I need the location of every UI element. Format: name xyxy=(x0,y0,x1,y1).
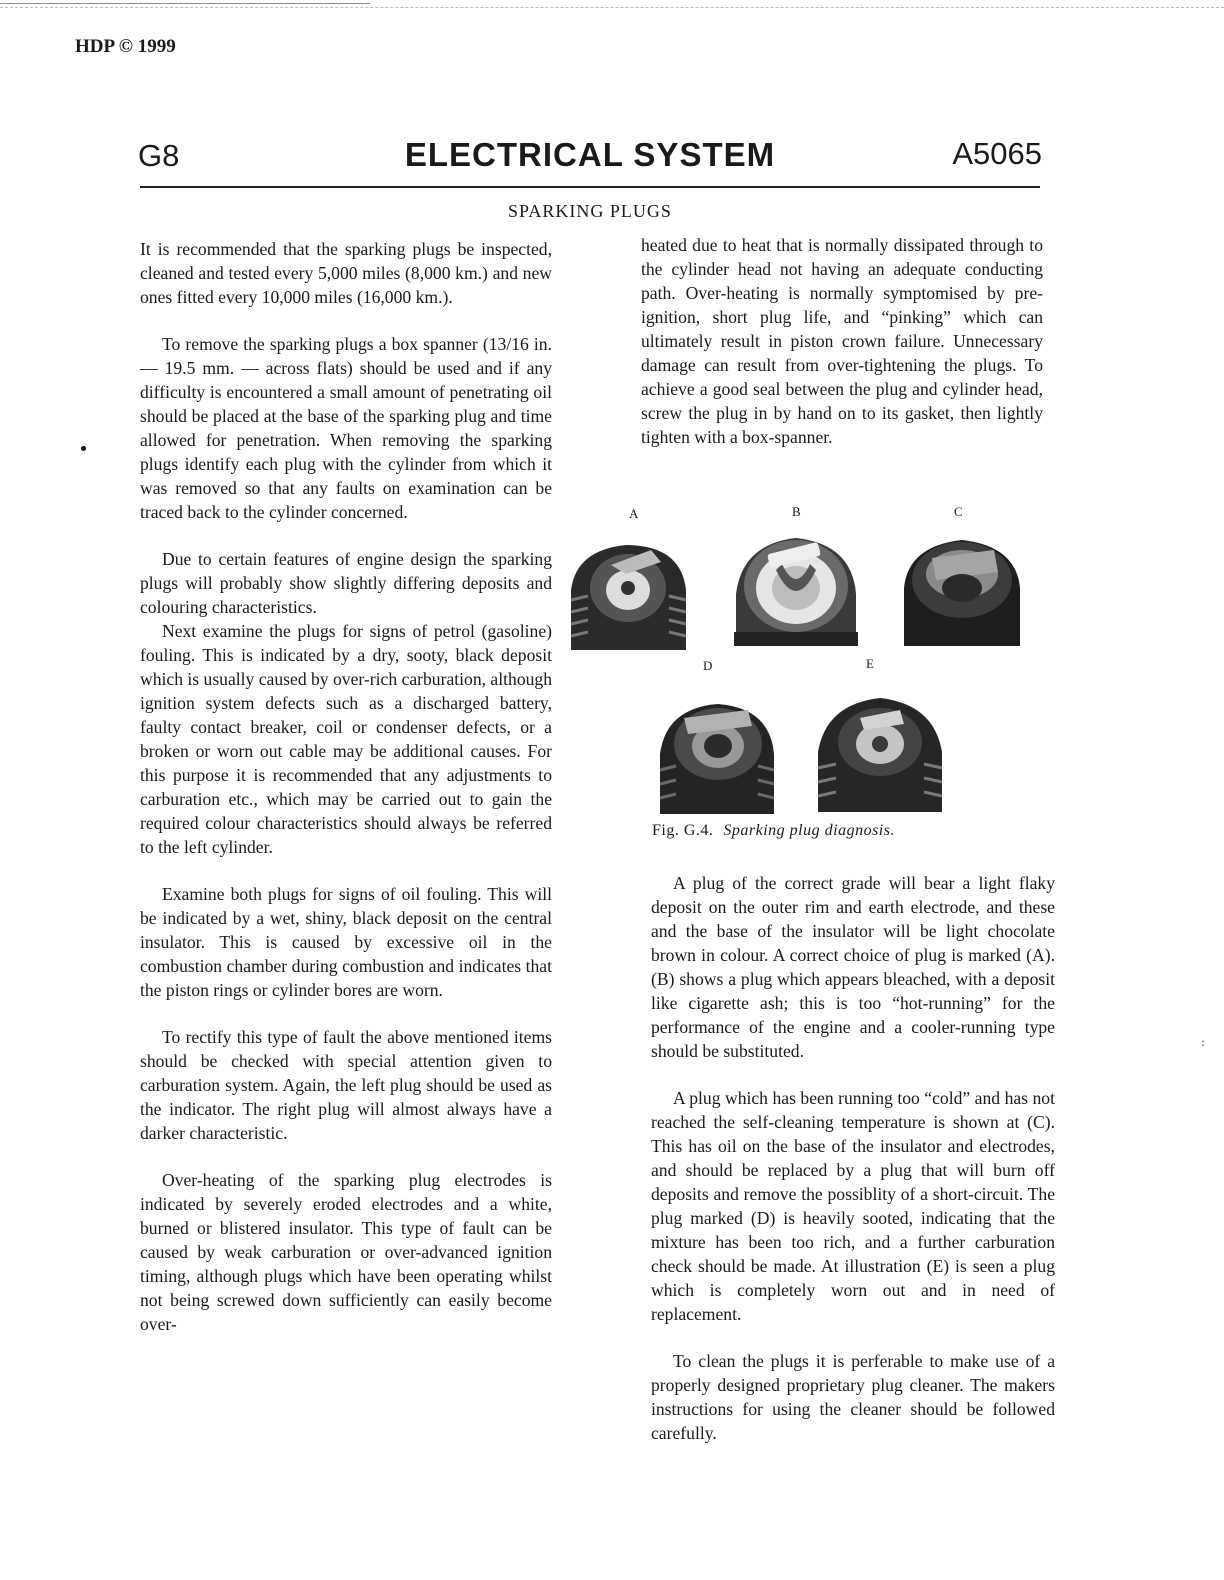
paragraph: Examine both plugs for signs of oil fouling. This will be indicated by a wet, shiny, black deposit on the central insulator. This is caused by excessive oil in the combustion chamber during combustion and indicates that the piston rings or cylinder bores are worn. xyxy=(140,884,552,1000)
scan-artifact-line xyxy=(0,7,1224,8)
section-title: SPARKING PLUGS xyxy=(508,201,672,221)
paragraph: Due to certain features of engine design the sparking plugs will probably show slightly differing deposits and colouring characteristics. xyxy=(140,549,552,617)
paragraph: Next examine the plugs for signs of petrol (gasoline) fouling. This is indicated by a dry, sooty, black deposit which is usually caused by over-rich carburation, although ignition system defects such as a discharged battery, faulty contact breaker, coil or condenser defects, or a broken or worn out cable may be additional causes. For this purpose it is recommended that any adjustments to carburation etc., which may be carried out to gain the required colour characteristics should always be referred to the left cylinder. xyxy=(140,621,553,857)
paragraph: A plug of the correct grade will bear a light flaky deposit on the outer rim and earth electrode, and these and the base of the insulator will be light chocolate brown in colour. A correct choice of plug is marked (A). (B) shows a plug which appears bleached, with a deposit like cigarette ash; this is too “hot-running” for the performance of the engine and a cooler-running type should be substituted. xyxy=(651,873,1055,1061)
paragraph: To clean the plugs it is perferable to make use of a properly designed proprietary plug cleaner. The makers instructions for using the cleaner should be followed carefully. xyxy=(651,1351,1055,1443)
chapter-title: ELECTRICAL SYSTEM xyxy=(404,136,776,173)
spark-plug-a-image xyxy=(566,530,696,650)
paragraph: A plug which has been running too “cold” and has not reached the self-cleaning temperature is shown at (C). This has oil on the base of the insulator and electrodes, and should be replaced by a plug that will burn off deposits and remove the possiblity of a short-circuit. The plug marked (D) is heavily sooted, indicating that the mixture has been too rich, and a further carburation check should be made. At illustration (E) is seen a plug which is completely worn out and in need of replacement. xyxy=(651,1088,1055,1324)
figure-label-d: D xyxy=(703,658,713,673)
scan-artifact-line xyxy=(0,3,370,4)
spark-plug-figure xyxy=(566,500,1036,820)
paragraph: heated due to heat that is normally dissipated through to the cylinder head not having an adequate conducting path. Over-heating is normally symptomised by pre-ignition, short plug life, and “pinking” which can ultimately result in piston crown failure. Unnecessary damage can result from over-tightening the plugs. To achieve a good seal between the plug and cylinder head, screw the plug in by hand on to its gasket, then lightly tighten with a box-spanner. xyxy=(641,235,1043,447)
margin-mark: : xyxy=(1201,1035,1206,1049)
right-column-top xyxy=(641,233,1043,472)
spark-plug-c-image xyxy=(902,528,1022,646)
paragraph: To remove the sparking plugs a box spanner (13/16 in. — 19.5 mm. — across flats) should be used and if any difficulty is encountered a small amount of penetrating oil should be placed at the base of the sparking plug and time allowed for penetration. When removing the sparking plugs identify each plug with the cylinder from which it was removed so that any faults on examination can be traced back to the cylinder concerned. xyxy=(140,334,552,522)
part-number: A5065 xyxy=(952,136,1042,171)
figure-label-b: B xyxy=(792,504,801,519)
left-column xyxy=(140,237,552,1359)
margin-dot xyxy=(81,446,86,451)
spark-plug-d-image xyxy=(658,694,776,814)
right-column-bottom xyxy=(651,871,1055,1468)
figure-label-a: A xyxy=(629,506,639,521)
figure-caption-number: Fig. G.4. xyxy=(652,822,714,839)
section-code: G8 xyxy=(138,138,180,173)
figure-label-e: E xyxy=(866,656,874,671)
figure-label-c: C xyxy=(954,504,963,519)
figure-caption-title: Sparking plug diagnosis. xyxy=(723,822,895,839)
paragraph: It is recommended that the sparking plugs be inspected, cleaned and tested every 5,000 miles (8,000 km.) and new ones fitted every 10,000 miles (16,000 km.). xyxy=(140,239,552,307)
spark-plug-e-image xyxy=(812,688,948,812)
paragraph: To rectify this type of fault the above mentioned items should be checked with special attention given to carburation system. Again, the left plug should be used as the indicator. The right plug will almost always have a darker characteristic. xyxy=(140,1027,552,1143)
paragraph: Over-heating of the sparking plug electrodes is indicated by severely eroded electrodes and a white, burned or blistered insulator. This type of fault can be caused by weak carburation or over-advanced ignition timing, although plugs which have been operating whilst not being screwed down sufficiently can easily become over- xyxy=(140,1170,552,1334)
spark-plug-b-image xyxy=(734,524,858,646)
figure-caption xyxy=(652,822,895,840)
copyright-notice: HDP © 1999 xyxy=(75,36,176,57)
header-rule xyxy=(140,186,1040,188)
